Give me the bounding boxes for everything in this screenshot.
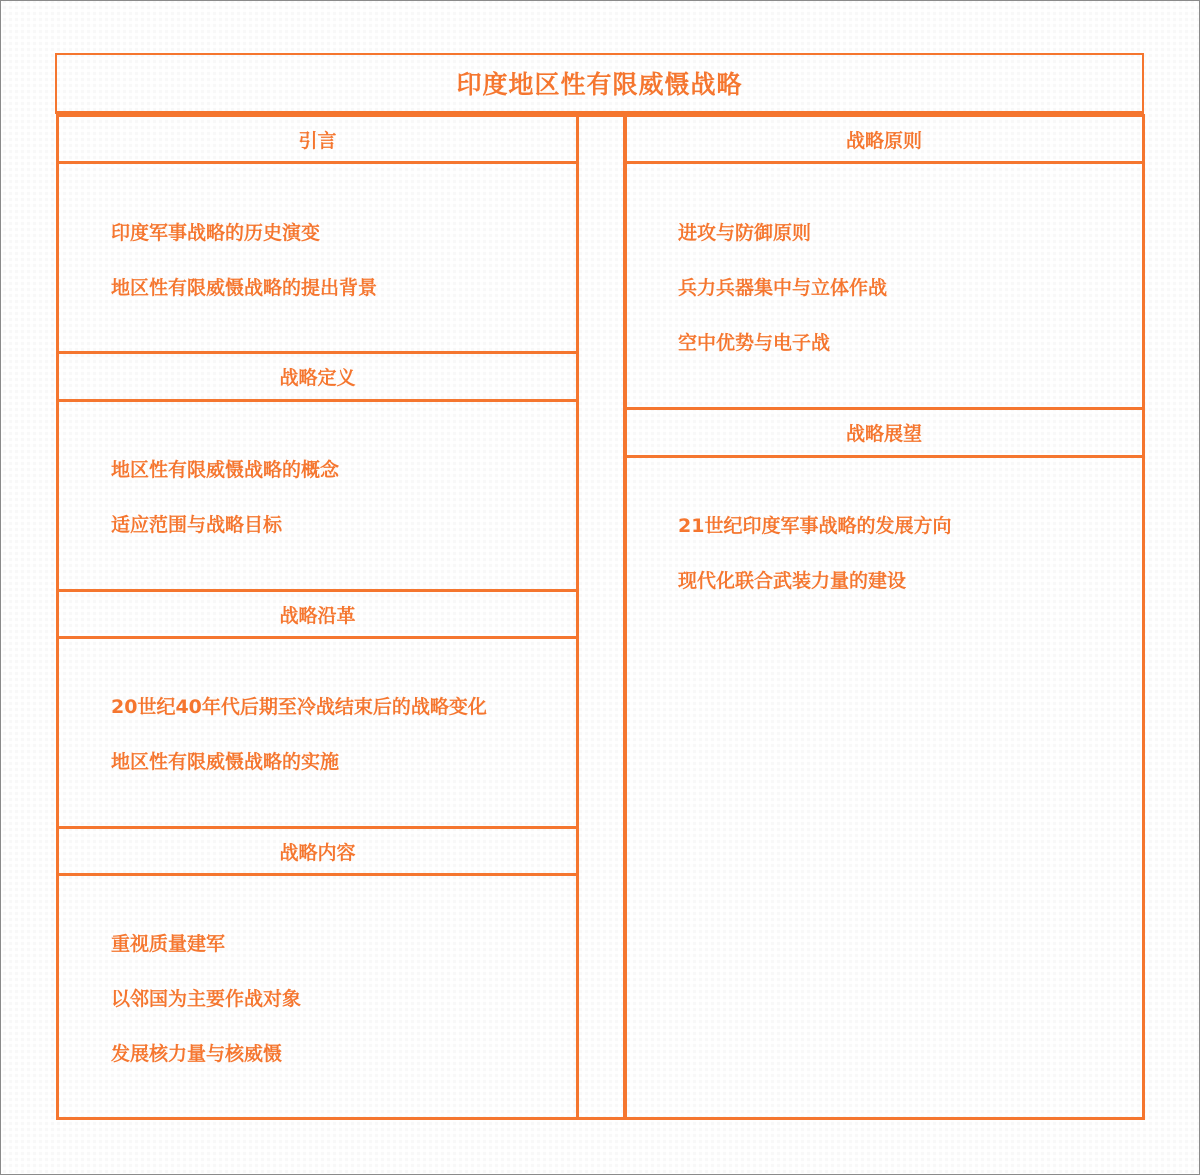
list-item: 印度军事战略的历史演变: [111, 222, 321, 244]
section-body-intro: [56, 161, 579, 354]
section-body-principles: [623, 161, 1145, 410]
item-list: [678, 221, 887, 386]
section-body-definition: [56, 399, 579, 592]
section-header-label: 引言: [298, 129, 337, 152]
section-header-intro: [56, 114, 579, 164]
section-header-definition: [56, 351, 579, 402]
list-item: 地区性有限威慑战略的提出背景: [111, 277, 378, 299]
column-divider-box: [576, 114, 627, 1120]
section-header-content: [56, 826, 579, 876]
section-header-label: 战略原则: [845, 129, 922, 152]
section-body-evolution: [56, 636, 579, 829]
section-body-content: [56, 873, 579, 1120]
section-body-outlook: [623, 455, 1145, 1120]
section-header-evolution: [56, 589, 579, 639]
list-item: 20世纪40年代后期至冷战结束后的战略变化: [111, 696, 487, 718]
section-header-label: 战略定义: [279, 367, 356, 389]
list-item: 发展核力量与核威慑: [111, 1043, 283, 1065]
item-list: [111, 458, 339, 568]
list-item: 21世纪印度军事战略的发展方向: [678, 515, 952, 537]
section-header-label: 战略内容: [279, 841, 356, 864]
list-item: 适应范围与战略目标: [111, 514, 283, 536]
list-item: 地区性有限威慑战略的概念: [111, 459, 340, 481]
item-list: [111, 932, 301, 1097]
section-header-label: 战略展望: [845, 423, 922, 445]
section-header-outlook: [623, 407, 1145, 458]
list-item: 以邻国为主要作战对象: [111, 988, 302, 1010]
list-item: 现代化联合武装力量的建设: [678, 570, 907, 592]
list-item: 进攻与防御原则: [678, 222, 812, 244]
list-item: 空中优势与电子战: [678, 332, 831, 354]
section-header-label: 战略沿革: [279, 604, 356, 627]
list-item: 重视质量建军: [111, 933, 226, 955]
list-item: 地区性有限威慑战略的实施: [111, 751, 340, 773]
diagram-title: 印度地区性有限威慑战略: [456, 70, 743, 99]
list-item: 兵力兵器集中与立体作战: [678, 277, 888, 299]
diagram-title-box: [55, 53, 1144, 114]
item-list: [111, 695, 487, 805]
section-header-principles: [623, 114, 1145, 164]
item-list: [678, 514, 951, 624]
item-list: [111, 221, 377, 331]
